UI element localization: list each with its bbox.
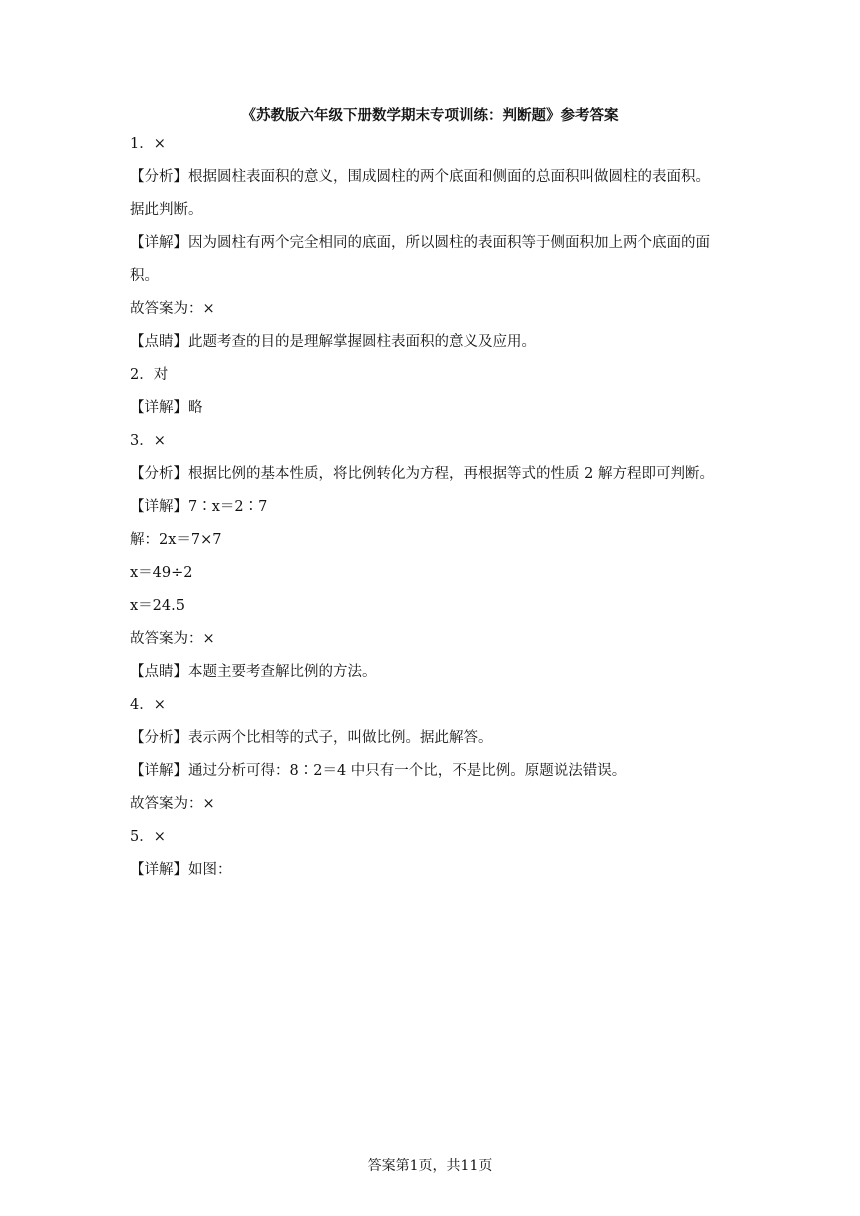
text-line: 4．× <box>130 697 166 713</box>
text-line: 5．× <box>130 829 166 845</box>
text-line: 3．× <box>130 433 166 449</box>
text-line: 【点睛】此题考查的目的是理解掌握圆柱表面积的意义及应用。 <box>130 334 536 350</box>
text-line: 【详解】7∶x＝2∶7 <box>130 499 268 515</box>
text-line: 故答案为：× <box>130 796 215 812</box>
text-line: 【点睛】本题主要考查解比例的方法。 <box>130 664 377 680</box>
text-line: 【详解】因为圆柱有两个完全相同的底面，所以圆柱的表面积等于侧面积加上两个底面的面 <box>130 235 710 251</box>
text-line: 故答案为：× <box>130 631 215 647</box>
text-line: 2．对 <box>130 367 169 383</box>
document-title: 《苏教版六年级下册数学期末专项训练：判断题》参考答案 <box>241 107 619 124</box>
text-line: 【分析】根据圆柱表面积的意义，围成圆柱的两个底面和侧面的总面积叫做圆柱的表面积。 <box>130 169 710 185</box>
text-line: 【详解】略 <box>130 400 203 416</box>
text-line: 【详解】如图： <box>130 862 232 878</box>
text-line: 【详解】通过分析可得：8∶2＝4 中只有一个比，不是比例。原题说法错误。 <box>130 763 627 779</box>
text-line: 据此判断。 <box>130 202 203 218</box>
text-line: 1．× <box>130 136 166 152</box>
text-line: 故答案为：× <box>130 301 215 317</box>
text-line: 解：2x＝7×7 <box>130 532 222 548</box>
answer-body <box>130 134 740 893</box>
text-line: x＝24.5 <box>130 598 185 614</box>
text-line: 【分析】根据比例的基本性质，将比例转化为方程，再根据等式的性质 2 解方程即可判断。 <box>130 466 714 482</box>
page-footer: 答案第1页，共11页 <box>367 1158 493 1174</box>
text-line: x＝49÷2 <box>130 565 193 581</box>
text-line: 积。 <box>130 268 159 284</box>
text-line: 【分析】表示两个比相等的式子，叫做比例。据此解答。 <box>130 730 493 746</box>
